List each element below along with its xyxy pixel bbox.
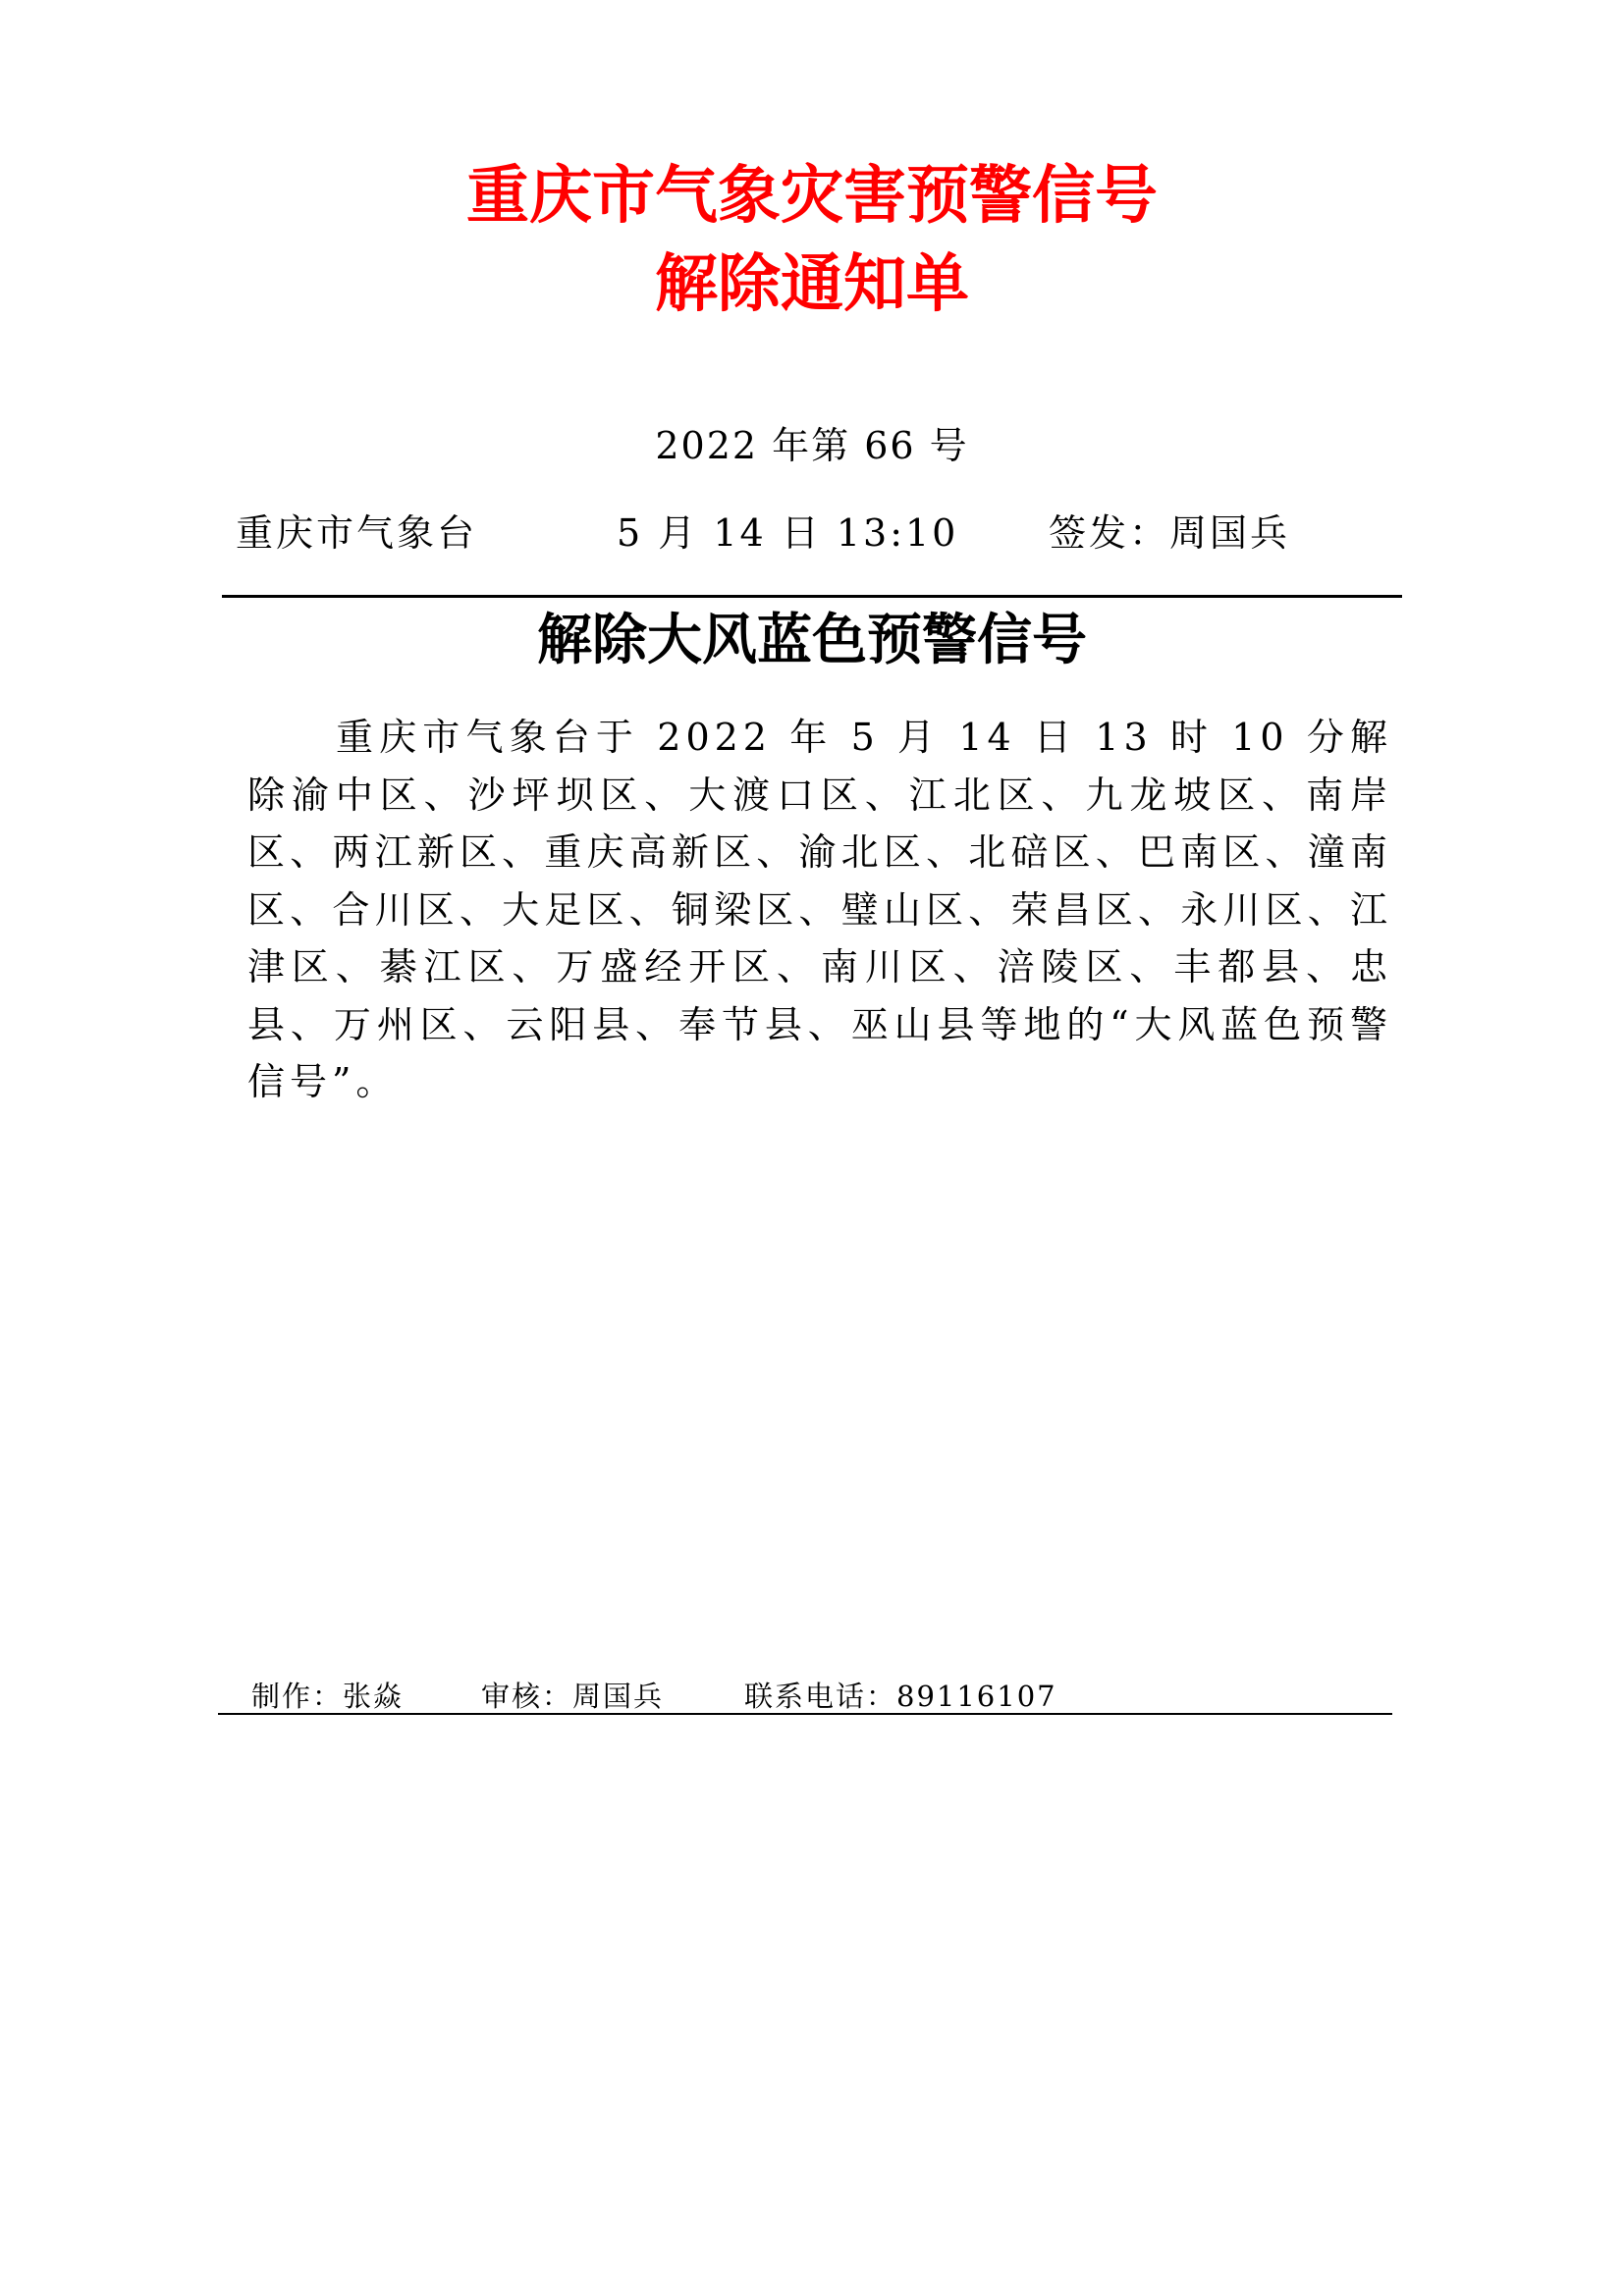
header-divider [222, 595, 1402, 598]
issue-datetime: 5 月 14 日 13:10 [617, 511, 959, 555]
document-subtitle: 解除通知单 [655, 247, 969, 321]
notice-body: 重庆市气象台于 2022 年 5 月 14 日 13 时 10 分解除渝中区、沙坪坝区、大渡口区、江北区、九龙坡区、南岸区、两江新区、重庆高新区、渝北区、北碚区、巴南区、潼南区、合川区、大足区、铜梁区、璧山区、荣昌区、永川区、江津区、綦江区、万盛经开区、南川区、涪陵区、丰都县、忠县、万州区、云阳县、奉节县、巫山县等地的“大风蓝色预警信号”。 [247, 716, 1392, 1103]
footer-divider [218, 1713, 1392, 1715]
footer-phone: 联系电话：89116107 [744, 1680, 1057, 1713]
footer-reviewer: 审核：周国兵 [481, 1680, 665, 1713]
notice-headline: 解除大风蓝色预警信号 [537, 608, 1087, 672]
document-title: 重庆市气象灾害预警信号 [466, 159, 1158, 233]
signer: 签发：周国兵 [1049, 511, 1291, 555]
footer-maker: 制作：张焱 [251, 1680, 405, 1713]
issuer: 重庆市气象台 [236, 511, 478, 555]
issue-number: 2022 年第 66 号 [655, 424, 969, 467]
